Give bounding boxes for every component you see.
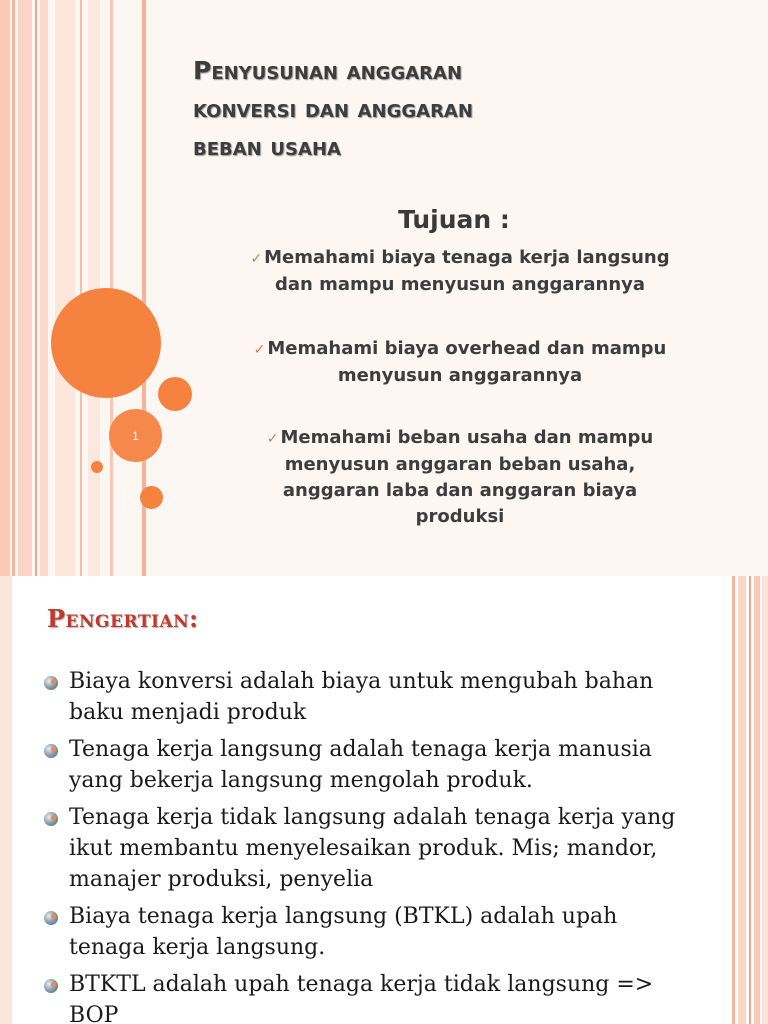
title-line: Penyusunan anggaran <box>193 56 463 85</box>
slide-title <box>193 52 733 166</box>
list-item-line: yang bekerja langsung mengolah produk. <box>69 768 533 793</box>
list-item-line: Tenaga kerja langsung adalah tenaga kerja manusia <box>69 737 652 762</box>
bullet-sphere-icon <box>44 676 58 690</box>
list-item-line: ikut membantu menyelesaikan produk. Mis; mandor, <box>69 836 658 861</box>
goal-line: dan mampu menyusun anggarannya <box>274 274 646 295</box>
list-item-line: BTKTL adalah upah tenaga kerja tidak langsung => <box>69 972 654 997</box>
decorative-stripes-left <box>0 0 150 576</box>
decorative-circle-medium <box>158 377 192 411</box>
check-icon: ✓ <box>253 342 266 358</box>
goal-text: Memahami biaya tenaga kerja langsung <box>264 247 670 268</box>
bullet-sphere-icon <box>44 979 58 993</box>
slide-number: 1 <box>109 409 162 462</box>
goal-line: menyusun anggaran beban usaha, <box>284 454 636 475</box>
title-line: konversi dan anggaran <box>193 94 473 123</box>
goal-item <box>190 245 730 298</box>
goal-line: anggaran laba dan anggaran biaya <box>282 480 638 501</box>
goal-line <box>190 245 730 272</box>
bullet-sphere-icon <box>44 744 58 758</box>
list-item <box>44 734 734 796</box>
goal-line: menyusun anggarannya <box>337 365 583 386</box>
list-item-line: Tenaga kerja tidak langsung adalah tenaga kerja yang <box>69 805 676 830</box>
section-heading: Pengertian: <box>47 604 199 633</box>
list-item <box>44 666 734 728</box>
list-item <box>44 802 734 895</box>
goal-line <box>190 425 730 452</box>
title-line: beban usaha <box>193 132 341 161</box>
list-item <box>44 969 734 1024</box>
decorative-stripes-right <box>732 576 768 1024</box>
goal-text: Memahami biaya overhead dan mampu <box>267 338 667 359</box>
list-item <box>44 901 734 963</box>
decorative-circle-tiny <box>91 461 103 473</box>
decorative-tint-left <box>0 576 12 1024</box>
goal-line: produksi <box>415 506 505 527</box>
bullet-sphere-icon <box>44 812 58 826</box>
list-item-line: baku menjadi produk <box>69 700 307 725</box>
list-item-line: Biaya tenaga kerja langsung (BTKL) adalah upah <box>69 904 618 929</box>
tujuan-heading: Tujuan : <box>398 205 510 234</box>
goal-line <box>190 336 730 363</box>
check-icon: ✓ <box>266 431 279 447</box>
goal-item <box>190 425 730 530</box>
goal-text: Memahami beban usaha dan mampu <box>280 427 654 448</box>
bullet-sphere-icon <box>44 911 58 925</box>
list-item-line: Biaya konversi adalah biaya untuk mengubah bahan <box>69 669 654 694</box>
slide-2 <box>0 576 768 1024</box>
list-item-line: BOP <box>69 1003 119 1024</box>
list-item-line: tenaga kerja langsung. <box>69 935 326 960</box>
decorative-circle-large <box>51 288 161 398</box>
list-item-line: manajer produksi, penyelia <box>69 867 374 892</box>
goal-item <box>190 336 730 389</box>
definition-list <box>44 666 734 1024</box>
check-icon: ✓ <box>250 251 263 267</box>
decorative-circle-small <box>140 486 163 509</box>
